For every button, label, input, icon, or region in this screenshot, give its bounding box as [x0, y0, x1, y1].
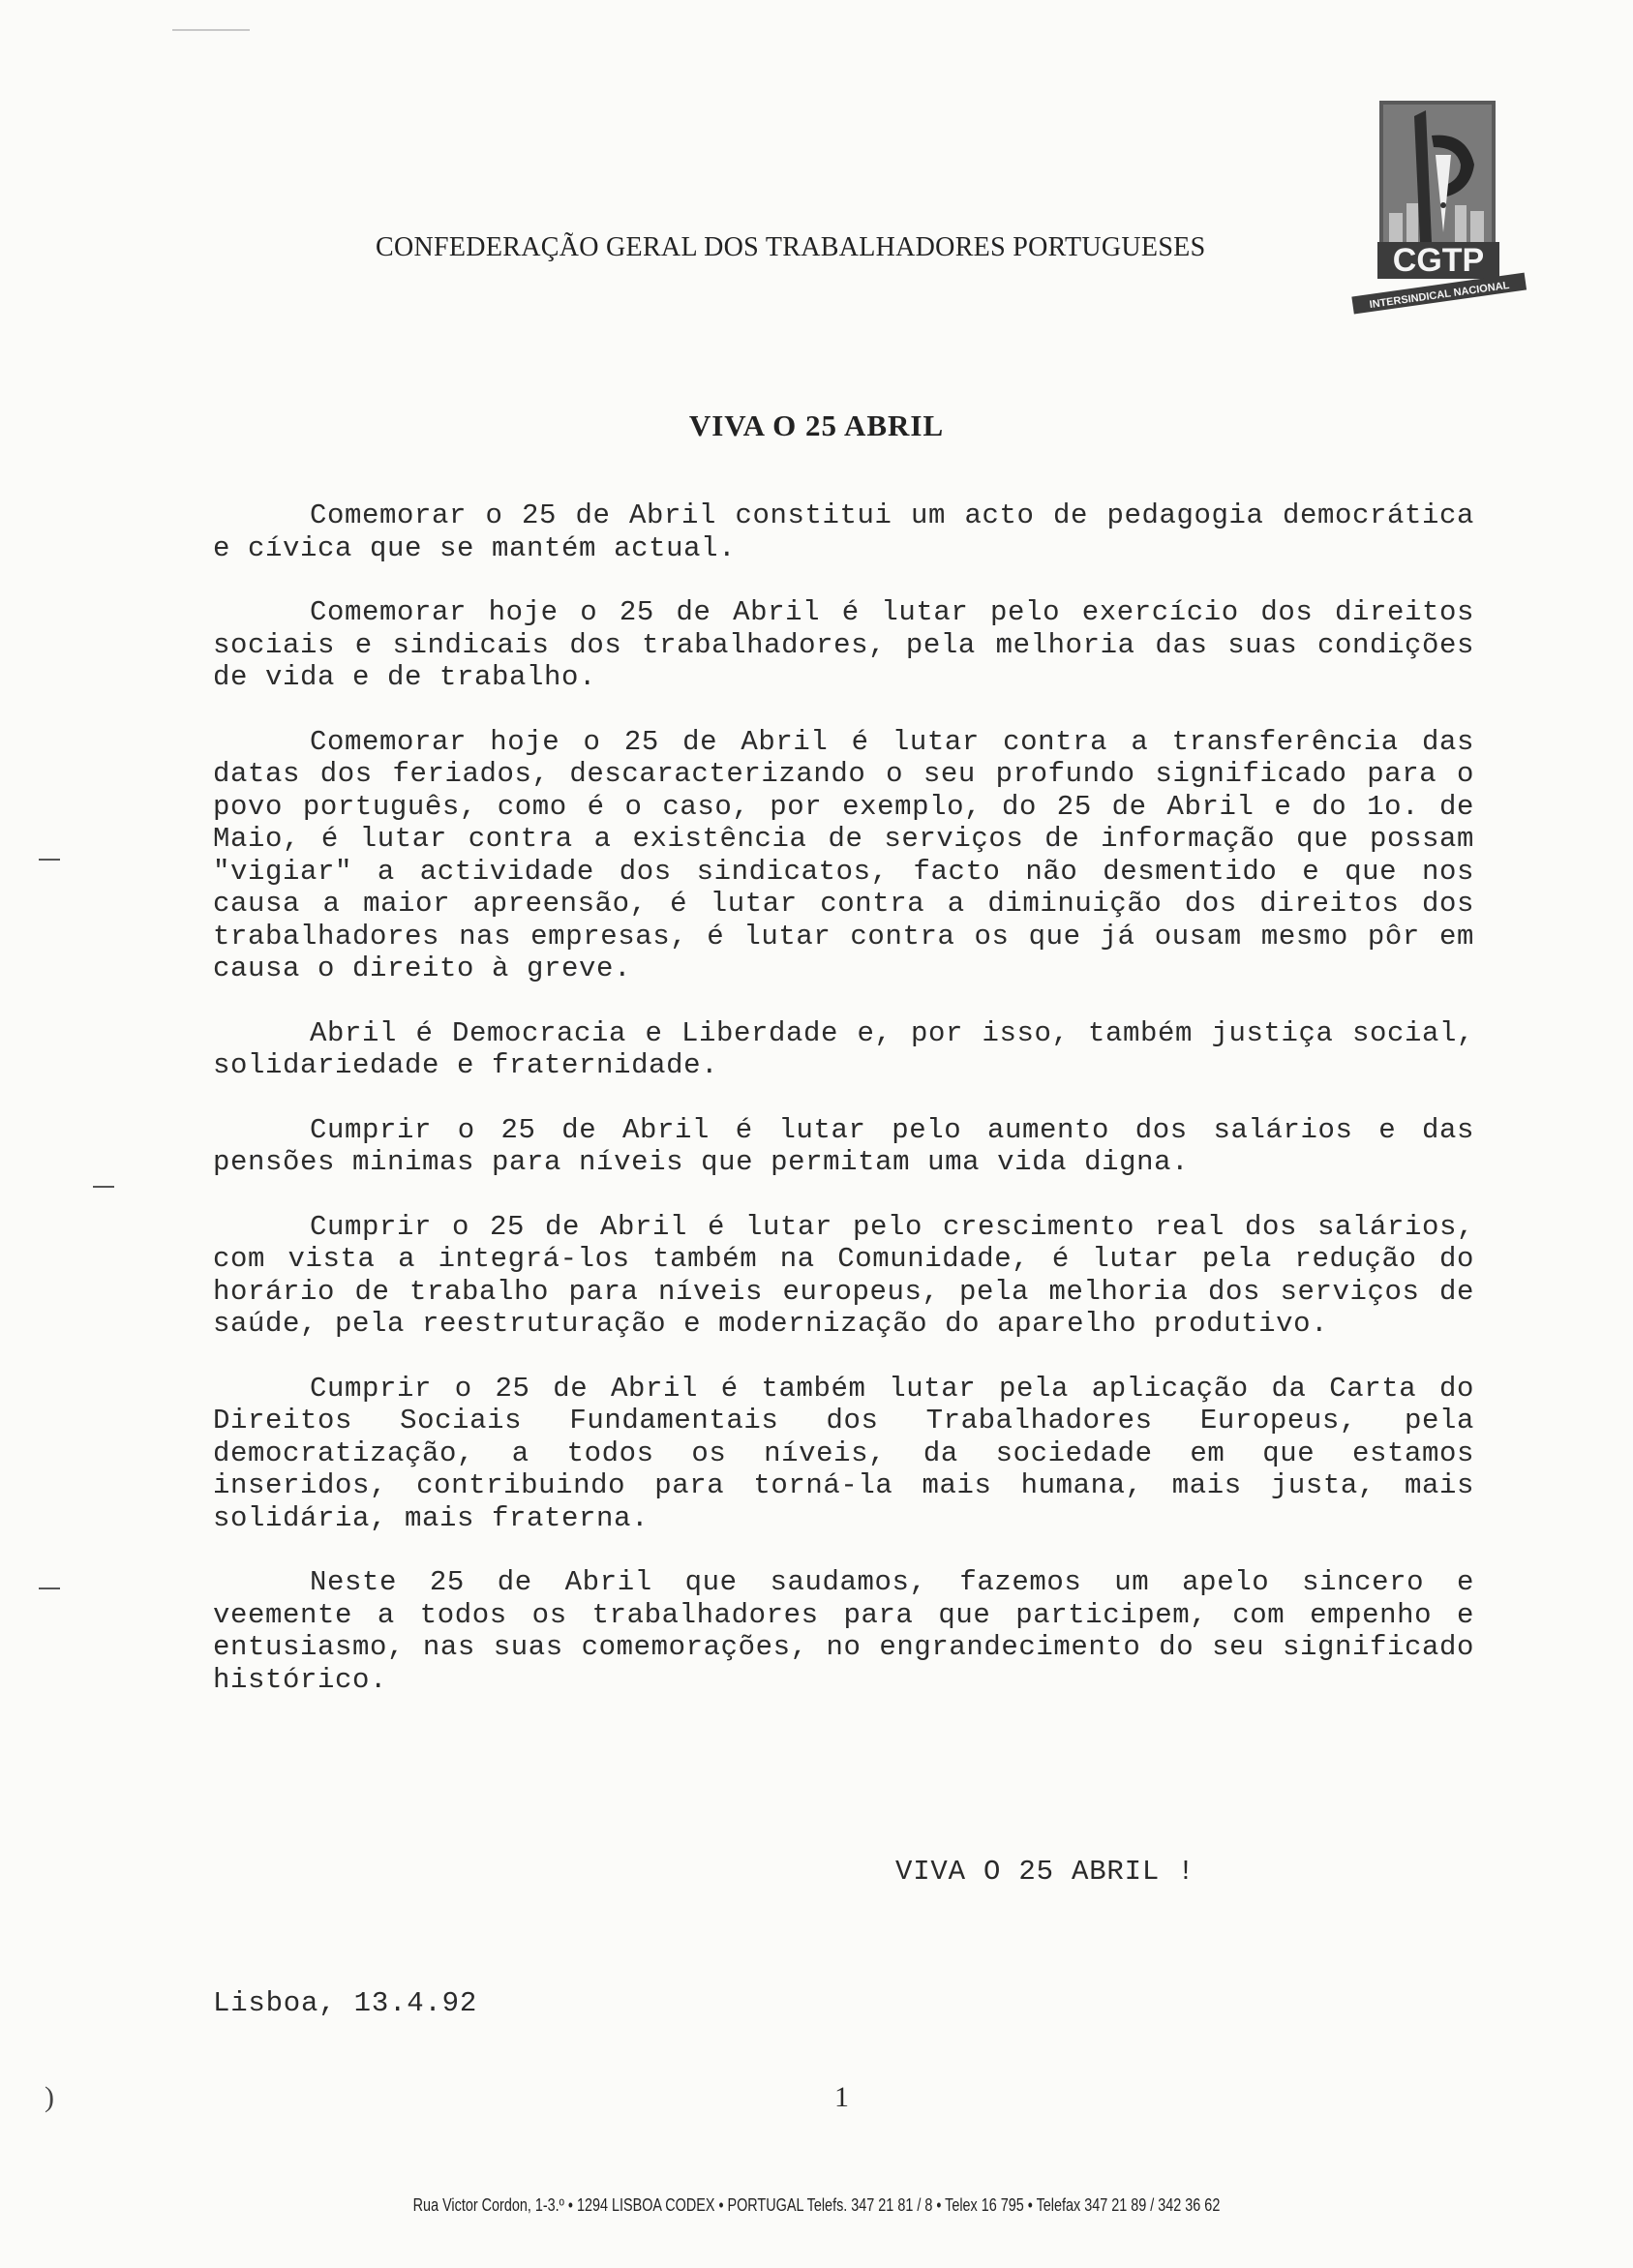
paragraph: Cumprir o 25 de Abril é lutar pelo aumento dos salários e das pensões minimas para níveis que permitam uma vida digna.	[213, 1113, 1474, 1178]
paragraph: Neste 25 de Abril que saudamos, fazemos um apelo sincero e veemente a todos os trabalhadores para que participem, com empenho e entusiasmo, nas suas comemorações, no engrandecimento do seu significado histórico.	[213, 1566, 1474, 1696]
margin-mark	[93, 1186, 114, 1188]
paragraph: Comemorar hoje o 25 de Abril é lutar pelo exercício dos direitos sociais e sindicais dos trabalhadores, pela melhoria das suas condições de vida e de trabalho.	[213, 596, 1474, 693]
margin-mark	[39, 1588, 60, 1589]
paragraph: Cumprir o 25 de Abril é lutar pelo crescimento real dos salários, com vista a integrá-los também na Comunidade, é lutar pela redução do horário de trabalho para níveis europeus, pela melhoria dos serviços de saúde, pela reestruturação e modernização do aparelho produtivo.	[213, 1210, 1474, 1340]
paragraph: Cumprir o 25 de Abril é também lutar pela aplicação da Carta do Direitos Sociais Fundamentais dos Trabalhadores Europeus, pela democratização, a todos os níveis, da sociedade em que estamos inseridos, contribuindo para torná-la mais humana, mais justa, mais solidária, mais fraterna.	[213, 1372, 1474, 1534]
scan-artifact	[172, 29, 250, 31]
organization-name: CONFEDERAÇÃO GERAL DOS TRABALHADORES PORTUGUESES	[376, 232, 1206, 262]
logo-text: CGTP	[1392, 242, 1485, 279]
page-number: 1	[834, 2081, 849, 2113]
logo-subtext: INTERSINDICAL NACIONAL	[1368, 279, 1511, 312]
place-date: Lisboa, 13.4.92	[213, 1987, 478, 2019]
margin-mark: )	[45, 2081, 54, 2113]
margin-mark	[39, 859, 60, 861]
document-body	[213, 499, 1474, 1728]
document-title: VIVA O 25 ABRIL	[688, 408, 945, 442]
paragraph: Comemorar hoje o 25 de Abril é lutar contra a transferência das datas dos feriados, descaracterizando o seu profundo significado para o povo português, como é o caso, por exemplo, do 25 de Abril e do 1o. de Maio, é lutar contra a existência de serviços de informação que possam "vigiar" a actividade dos sindicatos, facto não desmentido e que nos causa a maior apreensão, é lutar contra a diminuição dos direitos dos trabalhadores nas empresas, é lutar contra os que já ousam mesmo pôr em causa o direito à greve.	[213, 725, 1474, 984]
paragraph: Comemorar o 25 de Abril constitui um acto de pedagogia democrática e cívica que se mantém actual.	[213, 499, 1474, 564]
cgtp-logo	[1350, 97, 1529, 315]
footer-address: Rua Victor Cordon, 1-3.º • 1294 LISBOA CODEX • PORTUGAL Telefs. 347 21 81 / 8 • Telex 16 795 • Telefax 347 21 89 / 342 36 62	[412, 2195, 1221, 2215]
paragraph: Abril é Democracia e Liberdade e, por isso, também justiça social, solidariedade e fraternidade.	[213, 1016, 1474, 1081]
closing-line: VIVA O 25 ABRIL !	[895, 1856, 1195, 1888]
